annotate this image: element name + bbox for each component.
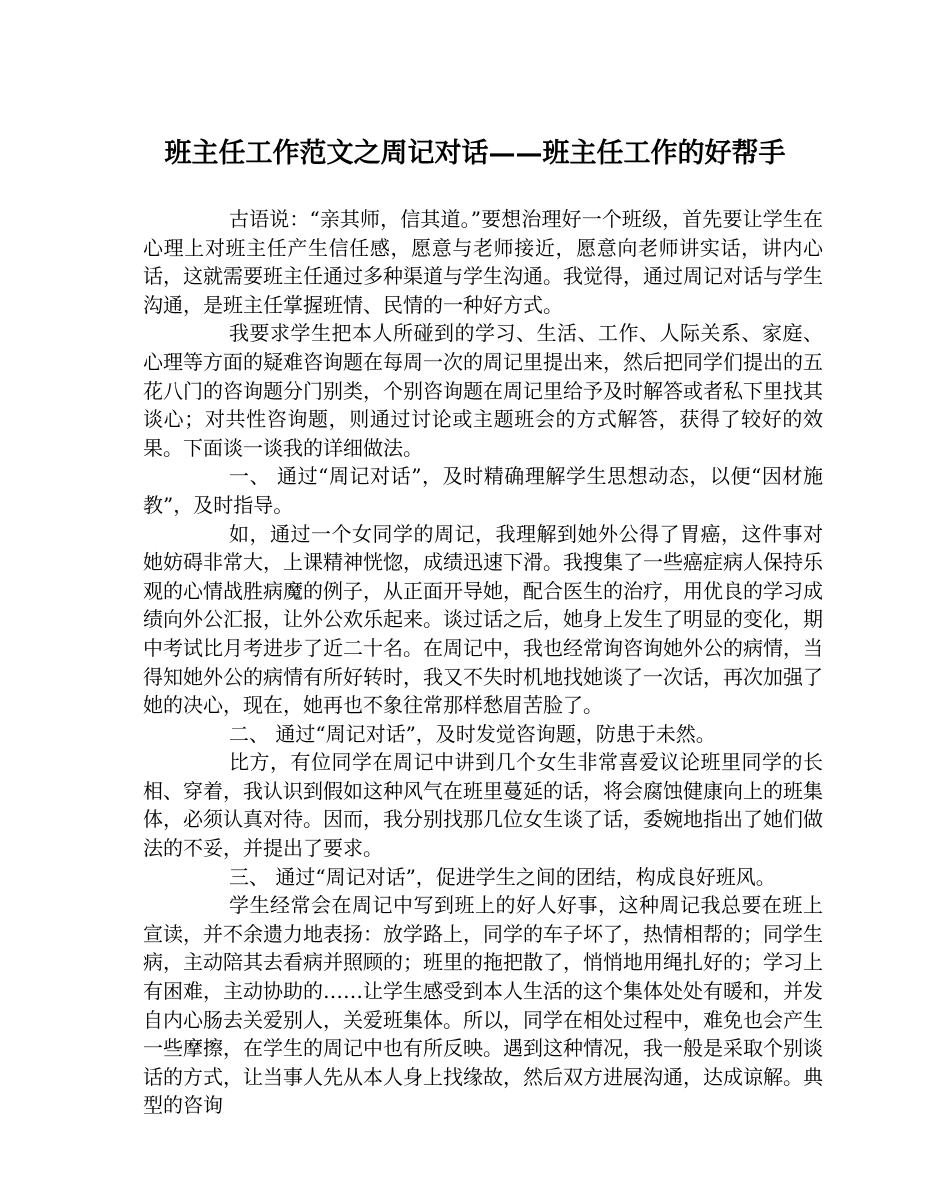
paragraph-example-3: 学生经常会在周记中写到班上的好人好事，这种周记我总要在班上宣读，并不余遗力地表扬：放学路上，同学的车子坏了，热情相帮的；同学生病，主动陪其去看病并照顾的；班里的拖把散了，悄悄地用绳扎好的；学习上有困难，主动协助的……让学生感受到本人生活的这个集体处处有暖和，并发自内心肠去关爱别人，关爱班集体。所以，同学在相处过程中，难免也会产生一些摩擦，在学生的周记中也有所反映。遇到这种情况，我一般是采取个别谈话的方式，让当事人先从本人身上找缘故，然后双方进展沟通，达成谅解。典型的咨询 [143, 893, 823, 1118]
document-title: 班主任工作范文之周记对话——班主任工作的好帮手 [164, 138, 786, 169]
paragraph-method: 我要求学生把本人所碰到的学习、生活、工作、人际关系、家庭、心理等方面的疑难咨询题在每周一次的周记里提出来，然后把同学们提出的五花八门的咨询题分门别类，个别咨询题在周记里给予及时解答或者私下里找其谈心；对共性咨询题，则通过讨论或主题班会的方式解答，获得了较好的效果。下面谈一谈我的详细做法。 [143, 321, 823, 460]
paragraph-example-2: 比方，有位同学在周记中讲到几个女生非常喜爱议论班里同学的长相、穿着，我认识到假如这种风气在班里蔓延的话，将会腐蚀健康向上的班集体，必须认真对待。因而，我分别找那几位女生谈了话，委婉地指出了她们做法的不妥，并提出了要求。 [143, 750, 823, 861]
section-heading-3: 三、 通过“周记对话”，促进学生之间的团结，构成良好班风。 [229, 864, 776, 889]
paragraph-intro: 古语说：“亲其师，信其道。”要想治理好一个班级，首先要让学生在心理上对班主任产生信任感，愿意与老师接近，愿意向老师讲实话，讲内心话，这就需要班主任通过多种渠道与学生沟通。我觉得，通过周记对话与学生沟通，是班主任掌握班情、民情的一种好方式。 [143, 207, 823, 317]
section-heading-2: 二、 通过“周记对话”，及时发觉咨询题，防患于未然。 [229, 721, 716, 746]
document-body [143, 205, 823, 1120]
section-heading-1: 一、 通过“周记对话”，及时精确理解学生思想动态，以便“因材施教”，及时指导。 [143, 464, 823, 517]
paragraph-example-1: 如，通过一个女同学的周记，我理解到她外公得了胃癌，这件事对她妨碍非常大，上课精神恍惚，成绩迅速下滑。我搜集了一些癌症病人保持乐观的心情战胜病魔的例子，从正面开导她，配合医生的治疗，用优良的学习成绩向外公汇报，让外公欢乐起来。谈过话之后，她身上发生了明显的变化，期中考试比月考进步了近二十名。在周记中，我也经常询咨询她外公的病情，当得知她外公的病情有所好转时，我又不失时机地找她谈了一次话，再次加强了她的决心，现在，她再也不象往常那样愁眉苦脸了。 [143, 521, 823, 718]
